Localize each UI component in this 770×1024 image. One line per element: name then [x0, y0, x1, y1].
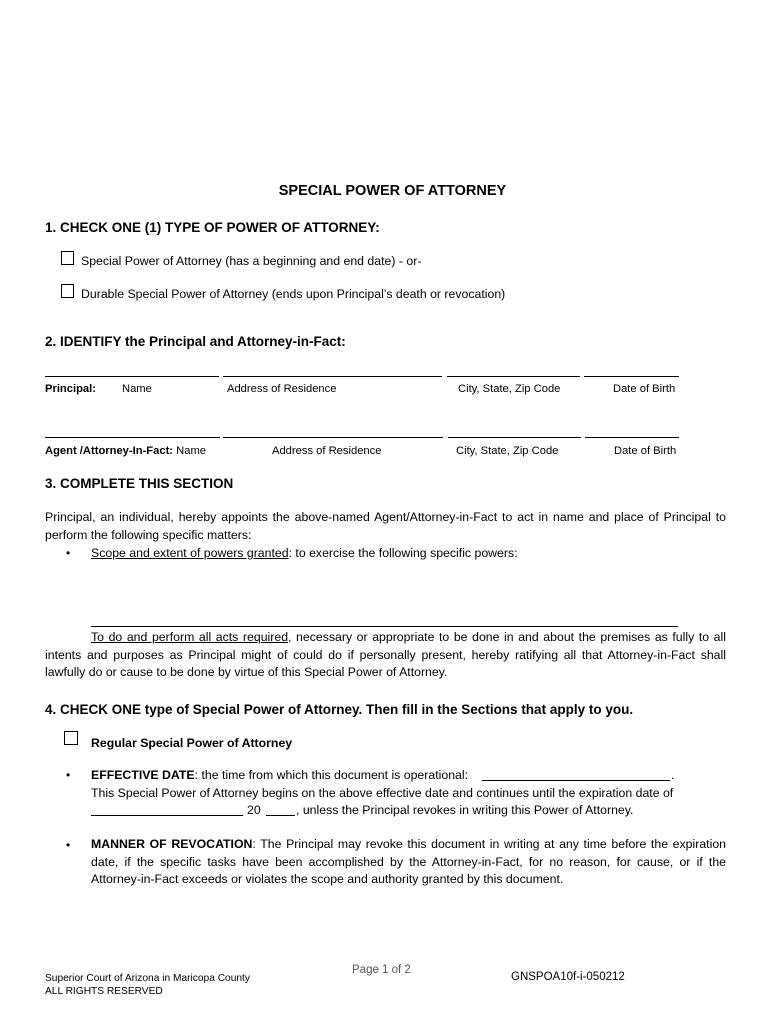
scope-link-text: Scope and extent of powers granted — [91, 546, 289, 560]
section-4-heading: 4. CHECK ONE type of Special Power of Attorney. Then fill in the Sections that apply to you. — [45, 702, 634, 717]
section-2-heading: 2. IDENTIFY the Principal and Attorney-in-Fact: — [45, 334, 346, 349]
effective-date-line1 — [91, 768, 468, 782]
regular-poa-label: Regular Special Power of Attorney — [91, 736, 293, 750]
principal-label: Principal: — [45, 383, 96, 395]
agent-label: Agent /Attorney-In-Fact: — [45, 445, 174, 457]
agent-city-caption: City, State, Zip Code — [456, 445, 559, 457]
durable-poa-option-label: Durable Special Power of Attorney (ends upon Principal’s death or revocation) — [81, 287, 506, 301]
scope-bullet — [91, 546, 518, 560]
principal-dob-line[interactable] — [584, 376, 679, 377]
principal-name-caption: Name — [122, 383, 152, 395]
revocation-label: MANNER OF REVOCATION — [91, 837, 253, 851]
section-1-heading: 1. CHECK ONE (1) TYPE OF POWER OF ATTORNEY: — [45, 220, 380, 235]
special-poa-option-label: Special Power of Attorney (has a beginning and end date) - or- — [81, 254, 422, 268]
expiration-date-field[interactable] — [91, 815, 243, 816]
effective-date-field[interactable] — [482, 780, 670, 781]
footer-court: Superior Court of Arizona in Maricopa County — [45, 973, 250, 984]
expiration-rest-text: , unless the Principal revokes in writing this Power of Attorney. — [296, 803, 634, 817]
principal-dob-caption: Date of Birth — [613, 383, 676, 395]
durable-poa-checkbox[interactable] — [61, 284, 74, 298]
special-poa-checkbox[interactable] — [61, 251, 74, 265]
agent-label-row — [45, 445, 206, 457]
agent-name-caption: Name — [176, 445, 206, 457]
regular-poa-checkbox[interactable] — [64, 731, 78, 745]
form-code: GNSPOA10f-i-050212 — [511, 971, 625, 983]
footer-rights: ALL RIGHTS RESERVED — [45, 986, 163, 997]
revocation-text: : The Principal may revoke this document in writing at any time before the expiration date, if the specific tasks have been accomplished by the Attorney-in-Fact, for no reason, for cause, or if the Attorney-in-Fact exceeds or violates the scope and authority granted by this document. — [91, 837, 726, 886]
agent-city-line[interactable] — [448, 437, 581, 438]
principal-city-caption: City, State, Zip Code — [458, 383, 561, 395]
principal-address-caption: Address of Residence — [227, 383, 337, 395]
expiration-year-field[interactable] — [266, 815, 295, 816]
agent-address-caption: Address of Residence — [272, 445, 382, 457]
page-number: Page 1 of 2 — [352, 964, 411, 976]
agent-dob-caption: Date of Birth — [614, 445, 677, 457]
section-3-heading: 3. COMPLETE THIS SECTION — [45, 476, 234, 491]
effective-date-text: : the time from which this document is operational: — [194, 768, 469, 782]
agent-name-line[interactable] — [45, 437, 220, 438]
effective-date-label: EFFECTIVE DATE — [91, 768, 195, 782]
expiration-century: 20 — [247, 803, 261, 817]
revocation-paragraph — [91, 836, 726, 889]
acts-paragraph — [45, 629, 726, 682]
bullet-icon: • — [66, 838, 71, 852]
acts-rest-text: , necessary or appropriate to be done in and about the premises as fully to all intents and purposes as Principal might of could do if personally present, hereby ratifying all that Attorney-in-Fact shall lawfully do or cause to be done by virtue of this Special Power of Attorney. — [45, 630, 726, 679]
bullet-icon: • — [66, 546, 71, 560]
bullet-icon: • — [66, 768, 71, 782]
acts-link-text: To do and perform all acts required — [91, 630, 289, 644]
principal-address-line[interactable] — [223, 376, 442, 377]
effective-date-period: . — [671, 768, 675, 782]
principal-city-line[interactable] — [447, 376, 580, 377]
appointment-paragraph: Principal, an individual, hereby appoints the above-named Agent/Attorney-in-Fact to act in name and place of Principal to perform the following specific matters: — [45, 510, 726, 542]
effective-date-line2: This Special Power of Attorney begins on the above effective date and continues until the expiration date of — [91, 786, 674, 800]
scope-rest-text: : to exercise the following specific powers: — [288, 546, 518, 560]
principal-name-line[interactable] — [45, 376, 219, 377]
agent-address-line[interactable] — [223, 437, 443, 438]
agent-dob-line[interactable] — [585, 437, 679, 438]
specific-powers-line[interactable] — [91, 626, 678, 627]
page-title: SPECIAL POWER OF ATTORNEY — [278, 183, 507, 199]
